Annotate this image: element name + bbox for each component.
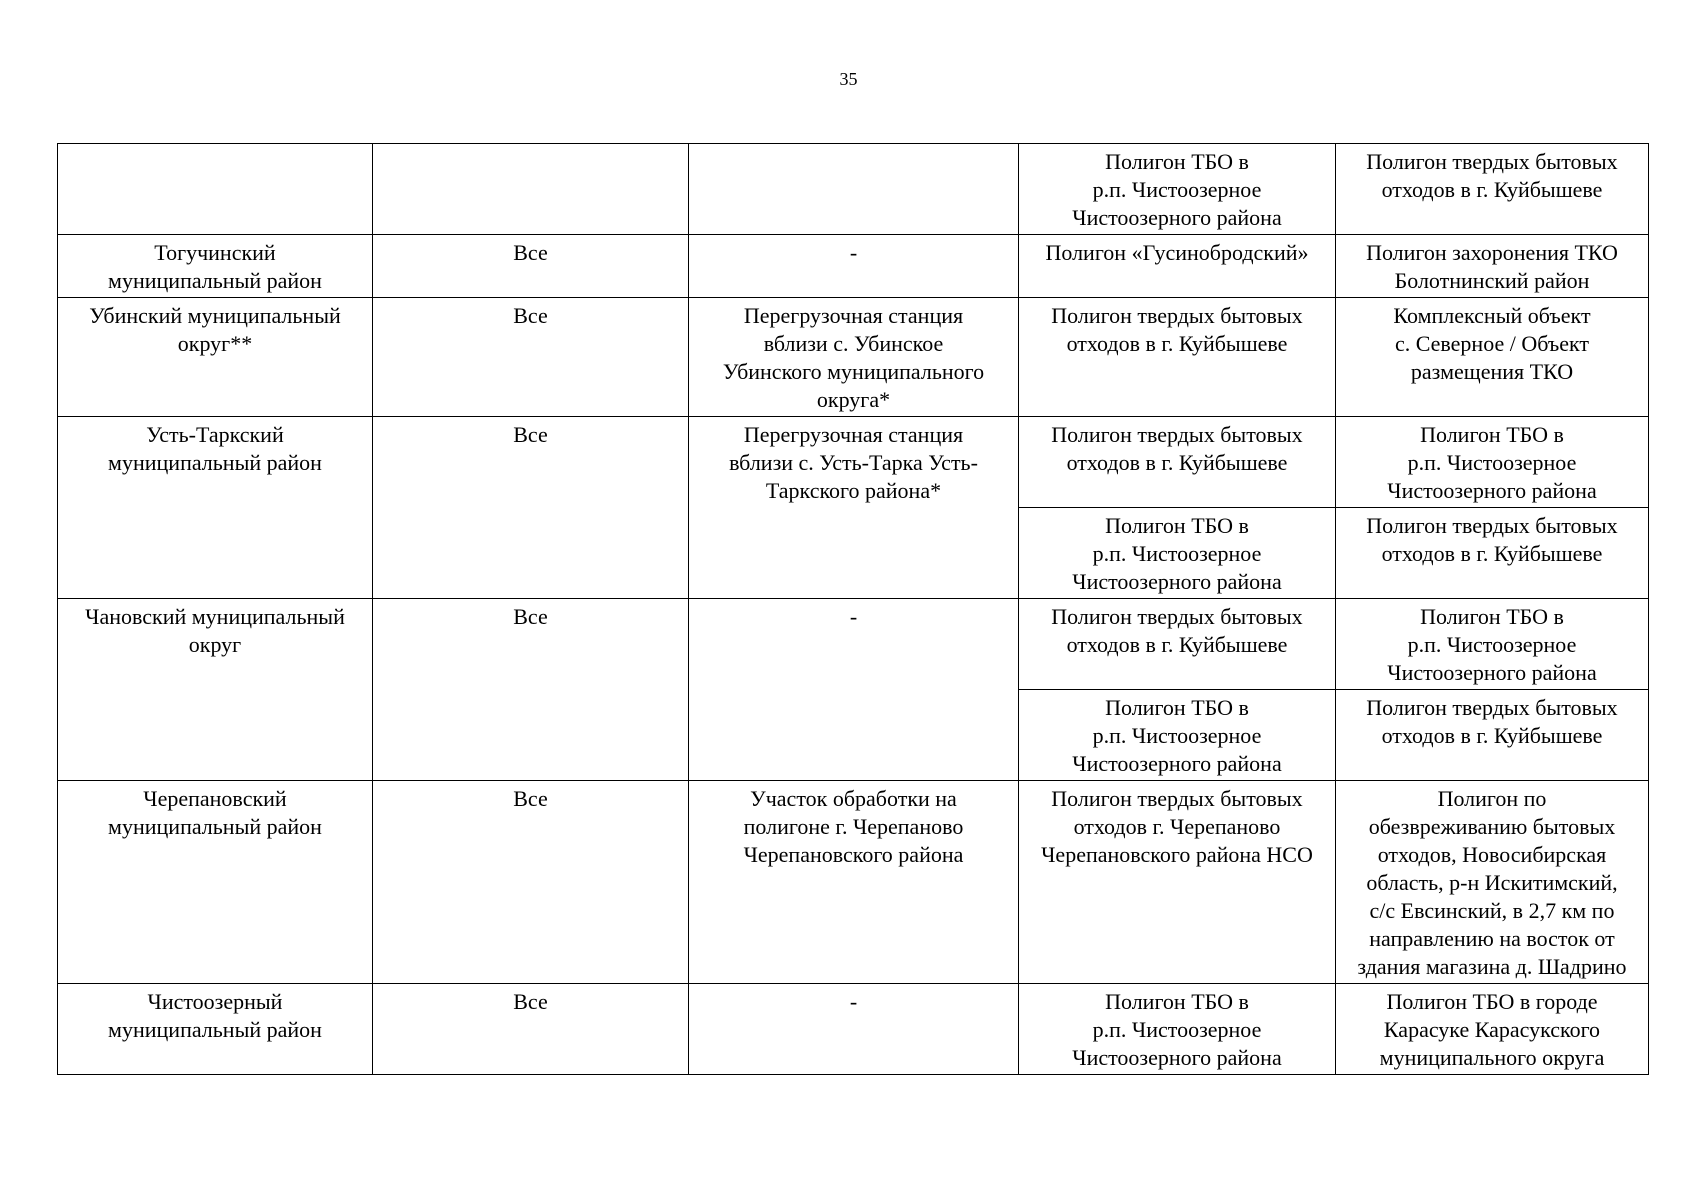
primary-facility-cell: Полигон ТБО в р.п. Чистоозерное Чистоозерного района: [1019, 690, 1336, 781]
intermediate-facility-cell: Перегрузочная станция вблизи с. Усть-Тарка Усть- Таркского района*: [689, 417, 1019, 599]
table-row: [58, 984, 1649, 1075]
primary-facility-cell: Полигон «Гусинобродский»: [1019, 235, 1336, 298]
waste-routing-table: [57, 143, 1649, 1075]
localities-cell: [373, 144, 689, 235]
table-row: [58, 781, 1649, 984]
primary-facility-cell: Полигон твердых бытовых отходов в г. Куйбышеве: [1019, 298, 1336, 417]
primary-facility-cell: Полигон ТБО в р.п. Чистоозерное Чистоозерного района: [1019, 508, 1336, 599]
page-number: 35: [839, 69, 858, 89]
reserve-facility-cell: Полигон ТБО в городе Карасуке Карасукского муниципального округа: [1336, 984, 1649, 1075]
table-row: [58, 144, 1649, 235]
reserve-facility-cell: Полигон твердых бытовых отходов в г. Куйбышеве: [1336, 508, 1649, 599]
district-cell: Убинский муниципальный округ**: [58, 298, 373, 417]
intermediate-facility-cell: -: [689, 984, 1019, 1075]
localities-cell: Все: [373, 984, 689, 1075]
table-row: [58, 417, 1649, 508]
localities-cell: Все: [373, 599, 689, 781]
table-row: [58, 599, 1649, 690]
reserve-facility-cell: Полигон ТБО в р.п. Чистоозерное Чистоозерного района: [1336, 599, 1649, 690]
primary-facility-cell: Полигон ТБО в р.п. Чистоозерное Чистоозерного района: [1019, 984, 1336, 1075]
localities-cell: Все: [373, 417, 689, 599]
reserve-facility-cell: Полигон твердых бытовых отходов в г. Куйбышеве: [1336, 690, 1649, 781]
localities-cell: Все: [373, 781, 689, 984]
localities-cell: Все: [373, 235, 689, 298]
intermediate-facility-cell: -: [689, 235, 1019, 298]
table-row: [58, 235, 1649, 298]
reserve-facility-cell: Полигон захоронения ТКО Болотнинский район: [1336, 235, 1649, 298]
primary-facility-cell: Полигон твердых бытовых отходов в г. Куйбышеве: [1019, 417, 1336, 508]
primary-facility-cell: Полигон ТБО в р.п. Чистоозерное Чистоозерного района: [1019, 144, 1336, 235]
intermediate-facility-cell: Участок обработки на полигоне г. Черепаново Черепановского района: [689, 781, 1019, 984]
district-cell: Усть-Таркский муниципальный район: [58, 417, 373, 599]
intermediate-facility-cell: Перегрузочная станция вблизи с. Убинское Убинского муниципального округа*: [689, 298, 1019, 417]
district-cell: Чистоозерный муниципальный район: [58, 984, 373, 1075]
district-cell: Чановский муниципальный округ: [58, 599, 373, 781]
intermediate-facility-cell: [689, 144, 1019, 235]
reserve-facility-cell: Полигон ТБО в р.п. Чистоозерное Чистоозерного района: [1336, 417, 1649, 508]
district-cell: [58, 144, 373, 235]
reserve-facility-cell: Полигон по обезвреживанию бытовых отходов, Новосибирская область, р-н Искитимский, с/с Евсинский, в 2,7 км по направлению на восток от здания магазина д. Шадрино: [1336, 781, 1649, 984]
table-body: [58, 144, 1649, 1075]
reserve-facility-cell: Комплексный объект с. Северное / Объект размещения ТКО: [1336, 298, 1649, 417]
district-cell: Черепановский муниципальный район: [58, 781, 373, 984]
district-cell: Тогучинский муниципальный район: [58, 235, 373, 298]
reserve-facility-cell: Полигон твердых бытовых отходов в г. Куйбышеве: [1336, 144, 1649, 235]
primary-facility-cell: Полигон твердых бытовых отходов в г. Куйбышеве: [1019, 599, 1336, 690]
localities-cell: Все: [373, 298, 689, 417]
primary-facility-cell: Полигон твердых бытовых отходов г. Черепаново Черепановского района НСО: [1019, 781, 1336, 984]
table-row: [58, 298, 1649, 417]
intermediate-facility-cell: -: [689, 599, 1019, 781]
